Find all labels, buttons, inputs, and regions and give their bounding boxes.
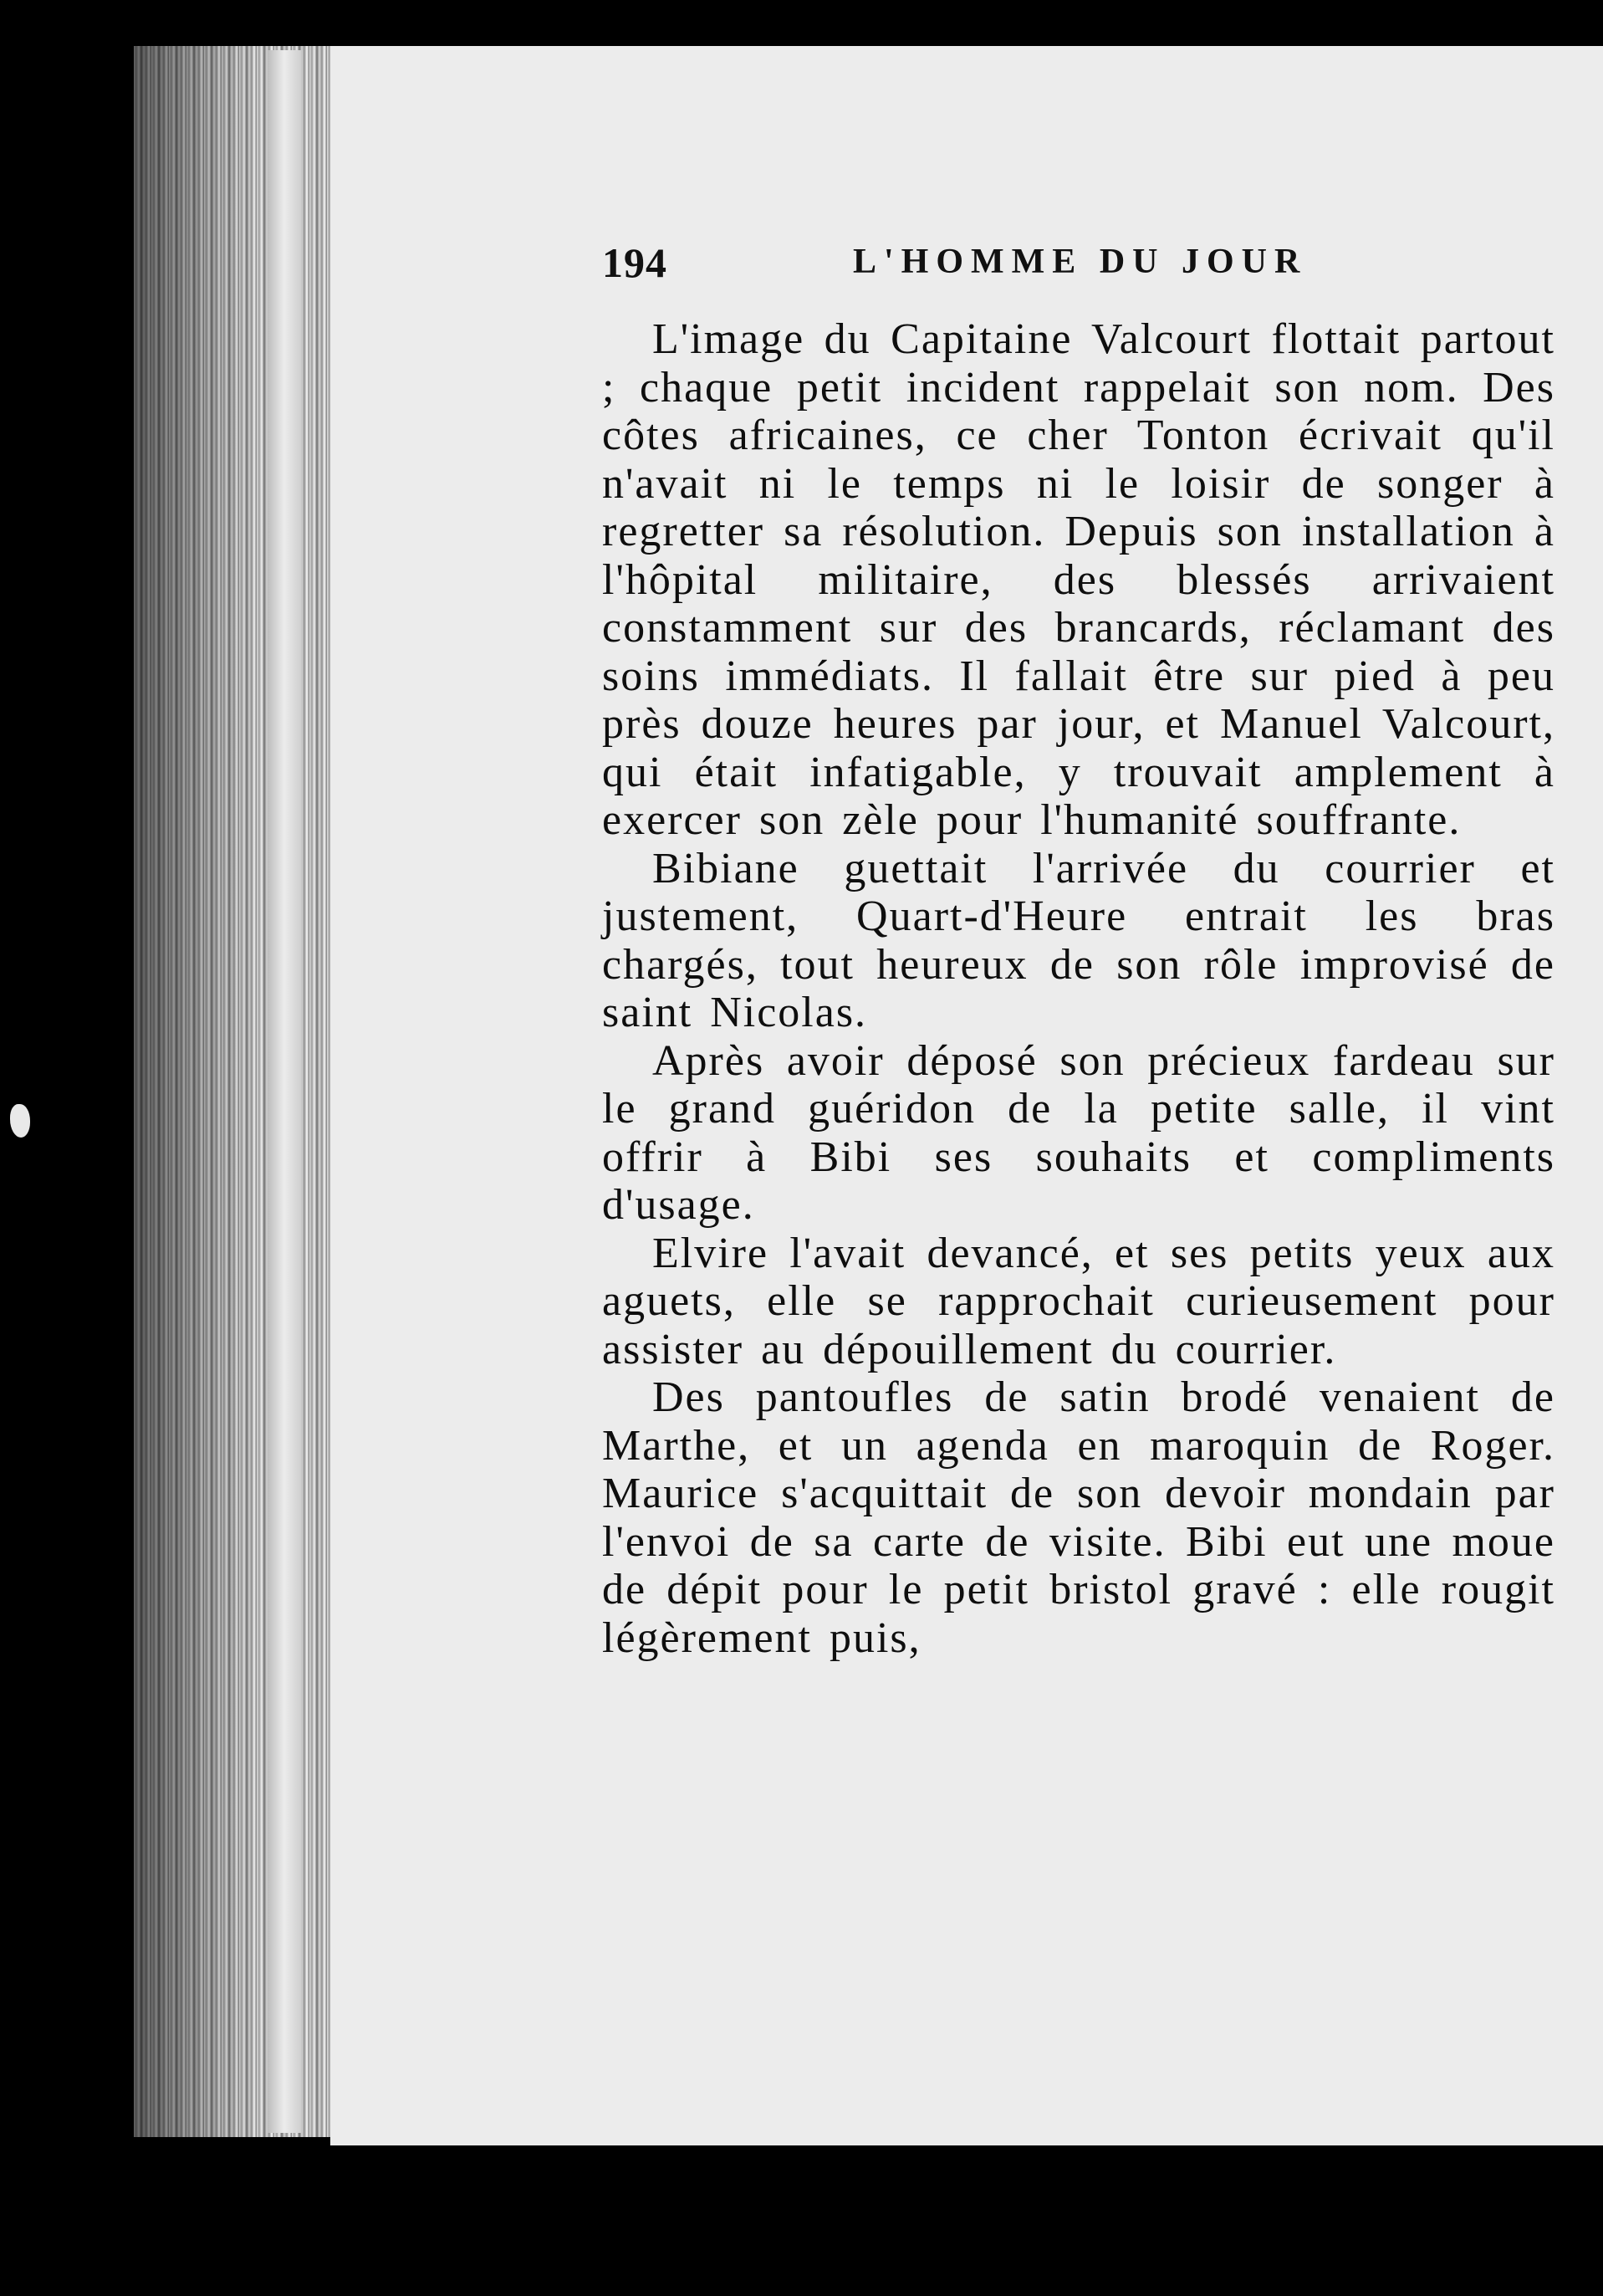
paragraph-2: Bibiane guettait l'arrivée du courrier et justement, Quart-d'Heure entrait les bras chargés, tout heureux de son rôle improvisé de saint Nicolas.	[602, 844, 1555, 1036]
paragraph-5: Des pantoufles de satin brodé venaient de Marthe, et un agenda en maroquin de Roger. Maurice s'acquittait de son devoir mondain par l'envoi de sa carte de visite. Bibi eut une moue de dépit pour le petit bristol gravé : elle rougit légèrement puis,	[602, 1373, 1555, 1662]
gutter-shadow	[134, 46, 259, 2137]
book-page	[330, 46, 1603, 2145]
running-head-title: L'HOMME DU JOUR	[853, 243, 1308, 281]
page-number: 194	[602, 239, 667, 286]
paragraph-3: Après avoir déposé son précieux fardeau sur le grand guéridon de la petite salle, il vint offrir à Bibi ses souhaits et compliments d'usage.	[602, 1036, 1555, 1229]
binding-mark	[10, 1104, 30, 1138]
body-text	[602, 315, 1555, 1662]
running-head	[602, 238, 1555, 297]
paragraph-1: L'image du Capitaine Valcourt flottait partout ; chaque petit incident rappelait son nom. Des côtes africaines, ce cher Tonton écrivait qu'il n'avait ni le temps ni le loisir de songer à regretter sa résolution. Depuis son installation à l'hôpital militaire, des blessés arrivaient constamment sur des brancards, réclamant des soins immédiats. Il fallait être sur pied à peu près douze heures par jour, et Manuel Valcourt, qui était infatigable, y trouvait amplement à exercer son zèle pour l'humanité souffrante.	[602, 315, 1555, 844]
page-edge	[268, 50, 301, 2133]
text-block	[602, 238, 1555, 1662]
paragraph-4: Elvire l'avait devancé, et ses petits yeux aux aguets, elle se rapprochait curieusement pour assister au dépouillement du courrier.	[602, 1229, 1555, 1373]
